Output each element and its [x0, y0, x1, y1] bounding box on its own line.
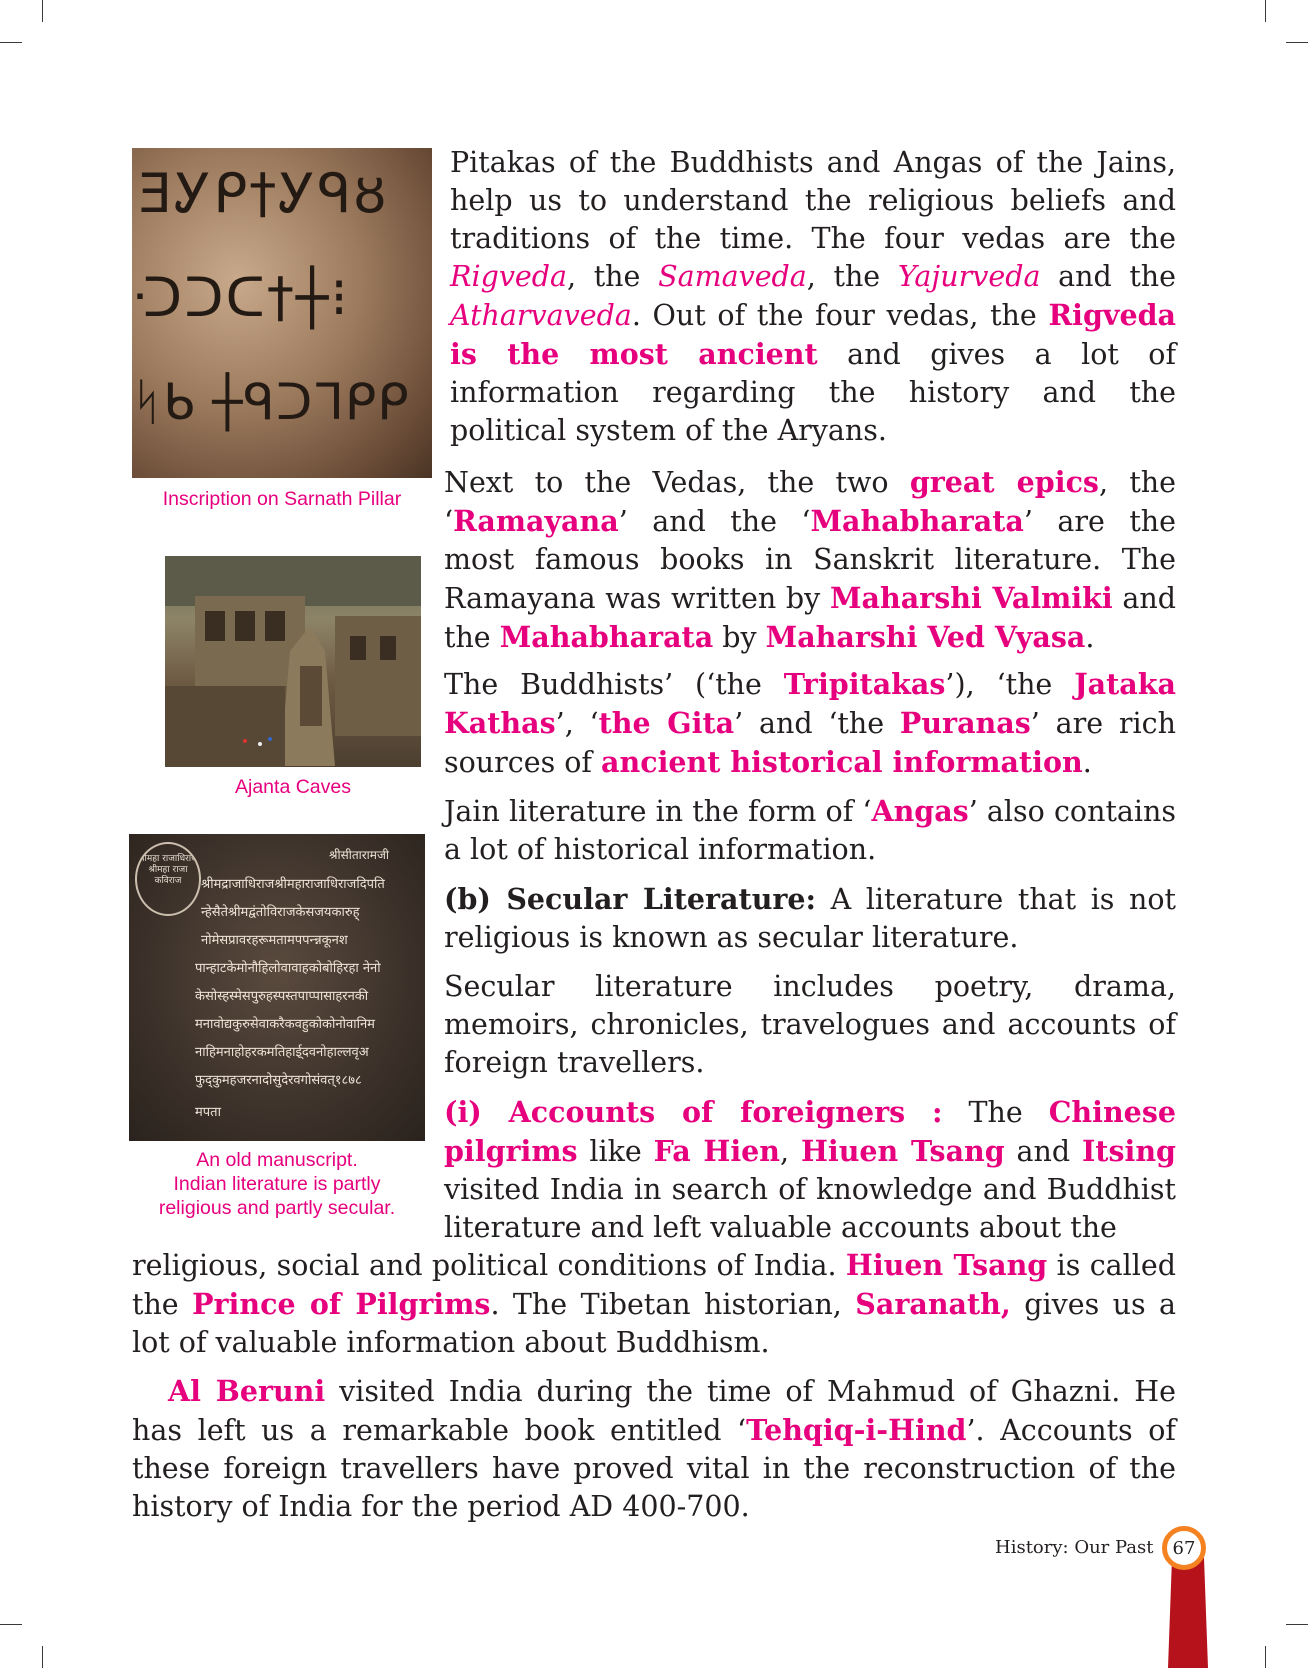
paragraph-prince-of-pilgrims: religious, social and political conditions of India. Hiuen Tsang is called the Prince of Pilgrims. The Tibetan historian, Saranath, gives us a lot of valuable information about Buddhism.: [132, 1248, 1176, 1359]
term-prince-of-pilgrims: Prince of Pilgrims: [192, 1287, 491, 1321]
term-jataka-kathas: Jataka Kathas: [444, 667, 1176, 740]
ajanta-caves-image: [165, 556, 421, 767]
manuscript-line: केसोस्हस्मेसपुरुहस्पस्तपाप्पासाहरनकी: [195, 989, 369, 1004]
manuscript-line: न्हेसैतेश्रीमद्वंतोविराजकेसजयकारुह्: [201, 905, 360, 920]
paragraph-al-beruni: Al Beruni visited India during the time of Mahmud of Ghazni. He has left us a remarkable book entitled ‘Tehqiq-i-Hind’. Accounts of these foreign travellers have proved vital in the reconstruction of the history of India for the period AD 400-700.: [132, 1374, 1176, 1523]
inscription-row-2: ᑝᑐᑕ†┼⁝: [132, 266, 350, 329]
crop-mark-bottom-left-h: [0, 1624, 22, 1625]
manuscript-line: श्रीमद्राजाधिराजश्रीमहाराजाधिराजदिपति: [201, 877, 385, 892]
paragraph-secular-heading: (b) Secular Literature: A literature that is not religious is known as secular literature.: [444, 882, 1176, 954]
paragraph-foreigners: (i) Accounts of foreigners : The Chinese pilgrims like Fa Hien, Hiuen Tsang and Itsing visited India in search of knowledge and Buddhist literature and left valuable accounts about the: [444, 1095, 1176, 1244]
manuscript-line: मपता: [195, 1105, 221, 1120]
term-saranath: Saranath,: [855, 1287, 1011, 1321]
term-gita: the Gita: [598, 706, 735, 740]
paragraph-secular-includes: Secular literature includes poetry, drama, memoirs, chronicles, travelogues and accounts of foreign travellers.: [444, 970, 1176, 1079]
caves-illustration: [165, 556, 421, 767]
sarnath-inscription-image: [132, 148, 432, 478]
paragraph-buddhists: The Buddhists’ (‘the Tripitakas’), ‘the Jataka Kathas’, ‘the Gita’ and ‘the Puranas’ are rich sources of ancient historical information.: [444, 667, 1176, 779]
crop-mark-top-left-v: [42, 0, 43, 22]
manuscript-caption-line: Indian literature is partly: [173, 1173, 381, 1195]
ajanta-caption: Ajanta Caves: [235, 776, 351, 798]
term-puranas: Puranas: [899, 706, 1031, 740]
term-tripitakas: Tripitakas: [783, 667, 946, 701]
manuscript-line: नोमेसप्रावरहरूमतामपपन्न्नकूनश: [201, 933, 348, 948]
footer-label: History: Our Past: [995, 1537, 1154, 1558]
term-itsing: Itsing: [1081, 1134, 1176, 1168]
page-number: 67: [1172, 1537, 1196, 1559]
paragraph-epics: Next to the Vedas, the two great epics, the ‘Ramayana’ and the ‘Mahabharata’ are the most famous books in Sanskrit literature. The Ramayana was written by Maharshi Valmiki and the Mahabharata by Maharshi Ved Vyasa.: [444, 465, 1176, 654]
manuscript-caption-line: An old manuscript.: [196, 1149, 358, 1171]
term-ancient-historical-information: ancient historical information: [601, 745, 1083, 779]
inscription-row-1: ƎᎩᑭ†Ꭹᑫȣ: [138, 162, 389, 225]
crop-mark-top-left-h: [0, 42, 22, 43]
manuscript-line: श्रीसीतारामजी: [329, 848, 389, 862]
term-rigveda: Rigveda: [450, 260, 568, 293]
crop-mark-bottom-right-v: [1265, 1646, 1266, 1668]
term-al-beruni: Al Beruni: [168, 1374, 326, 1408]
manuscript-line: पान्हाटकेमोनौहिलोवावाहकोबोहिरहा नेनो: [195, 961, 381, 976]
manuscript-line: नाहिमनाहोहरकमतिहाई्दवनोहाल्लवृअ: [195, 1045, 369, 1060]
term-hiuen-tsang-2: Hiuen Tsang: [845, 1248, 1048, 1282]
term-mahabharata: Mahabharata: [810, 504, 1024, 538]
term-chinese-pilgrims: Chinese pilgrims: [444, 1095, 1176, 1168]
term-ved-vyasa: Maharshi Ved Vyasa: [765, 620, 1086, 654]
term-ramayana: Ramayana: [453, 504, 619, 538]
term-rigveda-ancient: Rigveda is the most ancient: [450, 298, 1176, 371]
term-great-epics: great epics: [909, 465, 1099, 499]
paragraph-jain: Jain literature in the form of ‘Angas’ also contains a lot of historical information.: [444, 794, 1176, 866]
term-hiuen-tsang: Hiuen Tsang: [800, 1134, 1005, 1168]
old-manuscript-image: [129, 834, 425, 1141]
crop-mark-bottom-left-v: [42, 1646, 43, 1668]
term-yajurveda: Yajurveda: [897, 260, 1041, 293]
term-angas: Angas: [871, 794, 969, 828]
sarnath-caption: Inscription on Sarnath Pillar: [162, 488, 402, 510]
term-mahabharata-2: Mahabharata: [499, 620, 714, 654]
term-fa-hien: Fa Hien: [653, 1134, 781, 1168]
inscription-row-3: ᛋᑲ ┼ᑫᑐᒣᑭᑭ: [132, 373, 410, 431]
term-valmiki: Maharshi Valmiki: [829, 581, 1113, 615]
term-samaveda: Samaveda: [658, 260, 807, 293]
manuscript-line: मनावोद्यकुरुसेवाकरैकवहुकोकोनोवानिम: [195, 1017, 375, 1032]
manuscript-line: फुद्कुमहजरनादोसुदेरवगोसंवत्१८७८: [195, 1073, 362, 1088]
manuscript-seal: श्रीमहा राजाधिराज श्रीमहा राजा कविराज: [135, 842, 201, 916]
crop-mark-top-right-h: [1286, 42, 1308, 43]
term-tehqiq-i-hind: Tehqiq-i-Hind: [746, 1413, 967, 1447]
crop-mark-top-right-v: [1265, 0, 1266, 22]
foreigners-heading: (i) Accounts of foreigners :: [444, 1095, 943, 1129]
crop-mark-bottom-right-h: [1286, 1624, 1308, 1625]
manuscript-caption: [129, 1148, 425, 1220]
manuscript-caption-line: religious and partly secular.: [158, 1197, 396, 1219]
secular-literature-heading: (b) Secular Literature:: [444, 882, 817, 916]
page-number-badge: [1162, 1526, 1206, 1570]
paragraph-vedas: Pitakas of the Buddhists and Angas of the Jains, help us to understand the religious beliefs and traditions of the time. The four vedas are the Rigveda, the Samaveda, the Yajurveda and the Atharvaveda. Out of the four vedas, the Rigveda is the most ancient and gives a lot of information regarding the history and the political system of the Aryans.: [450, 146, 1177, 447]
term-atharvaveda: Atharvaveda: [450, 299, 632, 332]
